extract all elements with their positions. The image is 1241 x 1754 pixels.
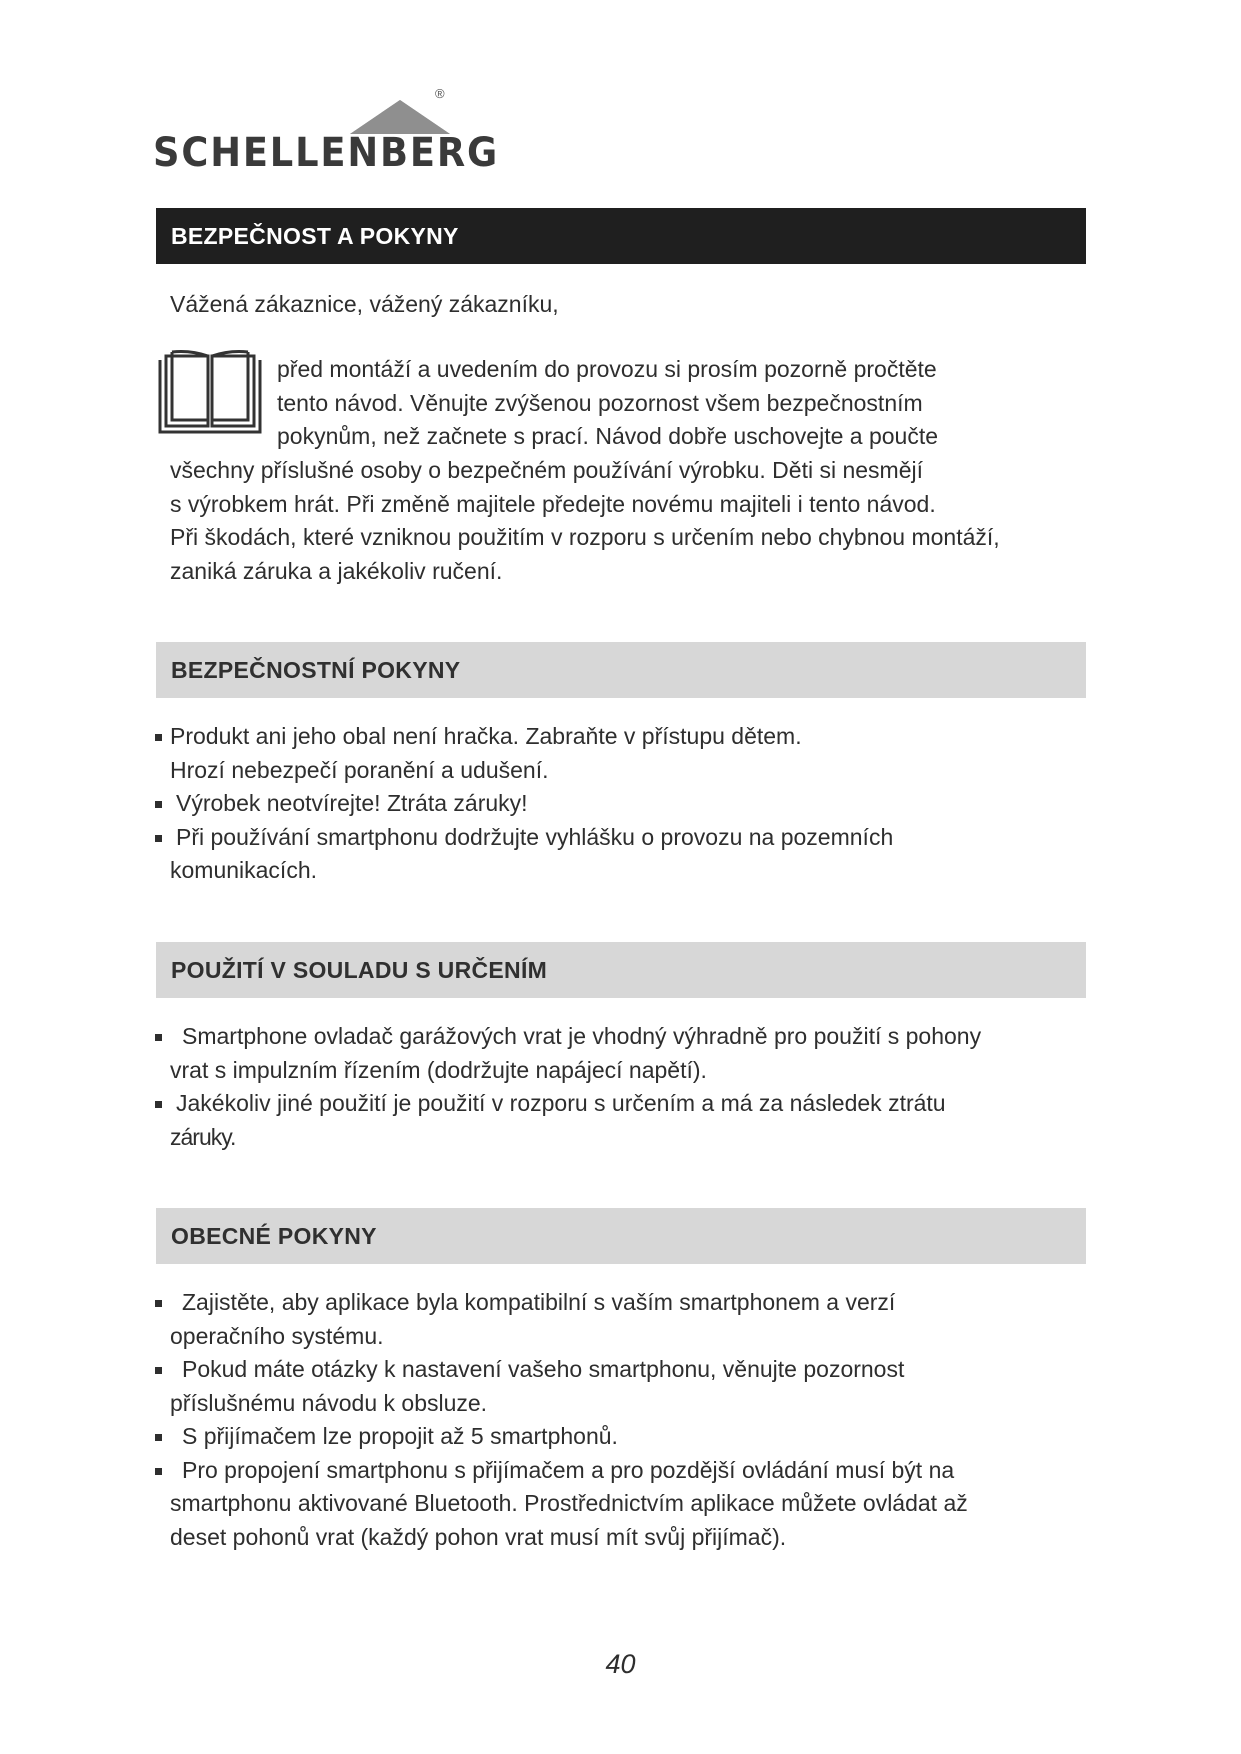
list-item-text: Při používání smartphonu dodržujte vyhlášku o provozu na pozemních — [176, 823, 894, 850]
list-item-text: Zajistěte, aby aplikace byla kompatibilní s vaším smartphonem a verzí — [182, 1289, 896, 1315]
list-item-text: Jakékoliv jiné použití je použití v rozporu s určením a má za následek ztrátu — [176, 1090, 946, 1116]
bullet-icon — [155, 801, 162, 808]
bullet-icon — [155, 1034, 162, 1041]
list-item-continuation: deset pohonů vrat (každý pohon vrat musí mít svůj přijímač). — [170, 1523, 787, 1550]
list-item-continuation: Hrozí nebezpečí poranění a udušení. — [170, 756, 549, 783]
intro-line: zaniká záruka a jakékoliv ručení. — [170, 557, 503, 584]
open-manual-icon — [158, 350, 262, 434]
list-item-continuation: záruky. — [170, 1123, 236, 1150]
brand-logo — [153, 86, 500, 176]
intro-line: pokynům, než začnete s prací. Návod dobře uschovejte a poučte — [277, 423, 939, 449]
list-item-continuation: vrat s impulzním řízením (dodržujte napájecí napětí). — [170, 1056, 707, 1083]
bullet-icon — [155, 1434, 162, 1441]
brand-name: SCHELLENBERG — [153, 130, 500, 176]
intro-line: tento návod. Věnujte zvýšenou pozornost všem bezpečnostním — [277, 389, 923, 416]
list-item — [170, 1353, 968, 1387]
intended-use-list — [170, 1020, 981, 1154]
intro-text — [170, 454, 1000, 588]
intro-line: všechny příslušné osoby o bezpečném používání výrobku. Děti si nesmějí — [170, 457, 923, 483]
list-item-text: Smartphone ovladač garážových vrat je vhodný výhradně pro použití s pohony — [182, 1023, 982, 1049]
list-item-continuation: smartphonu aktivované Bluetooth. Prostřednictvím aplikace můžete ovládat až — [170, 1490, 968, 1516]
list-item-text: Pokud máte otázky k nastavení vašeho smartphonu, věnujte pozornost — [182, 1356, 905, 1382]
list-item-continuation: operačního systému. — [170, 1322, 384, 1349]
registered-mark: ® — [435, 86, 445, 101]
list-item-text: S přijímačem lze propojit až 5 smartphonů. — [182, 1423, 618, 1449]
bullet-icon — [155, 1300, 162, 1307]
greeting-line: Vážená zákaznice, vážený zákazníku, — [170, 291, 559, 317]
list-item-text: Výrobek neotvírejte! Ztráta záruky! — [176, 790, 528, 816]
bullet-icon — [155, 734, 162, 741]
bullet-icon — [155, 1468, 162, 1475]
section-header-general: OBECNÉ POKYNY — [156, 1208, 1086, 1264]
list-item — [170, 787, 893, 821]
page-number: 40 — [605, 1649, 636, 1679]
list-item — [170, 1454, 968, 1488]
section-header-intended-use: POUŽITÍ V SOULADU S URČENÍM — [156, 942, 1086, 998]
list-item-continuation: příslušnému návodu k obsluze. — [170, 1389, 488, 1416]
list-item — [170, 720, 893, 754]
intro-line: Při škodách, které vzniknou použitím v rozporu s určením nebo chybnou montáží, — [170, 524, 1000, 550]
list-item — [170, 1420, 968, 1454]
intro-line: před montáží a uvedením do provozu si prosím pozorně pročtěte — [277, 356, 937, 382]
bullet-icon — [155, 1367, 162, 1374]
list-item — [170, 821, 893, 855]
list-item — [170, 1087, 981, 1121]
bullet-icon — [155, 1101, 162, 1108]
section-header-safety-instructions: BEZPEČNOSTNÍ POKYNY — [156, 642, 1086, 698]
bullet-icon — [155, 835, 162, 842]
list-item — [170, 1286, 968, 1320]
general-list — [170, 1286, 968, 1554]
list-item — [170, 1020, 981, 1054]
intro-text-indented — [277, 353, 938, 454]
list-item-text: Produkt ani jeho obal není hračka. Zabraňte v přístupu dětem. — [170, 723, 802, 749]
safety-instructions-list — [170, 720, 893, 888]
list-item-continuation: komunikacích. — [170, 857, 318, 883]
greeting — [170, 288, 559, 322]
list-item-text: Pro propojení smartphonu s přijímačem a pro pozdější ovládání musí být na — [182, 1456, 955, 1483]
section-header-safety: BEZPEČNOST A POKYNY — [156, 208, 1086, 264]
intro-line: s výrobkem hrát. Při změně majitele předejte novému majiteli i tento návod. — [170, 490, 936, 517]
